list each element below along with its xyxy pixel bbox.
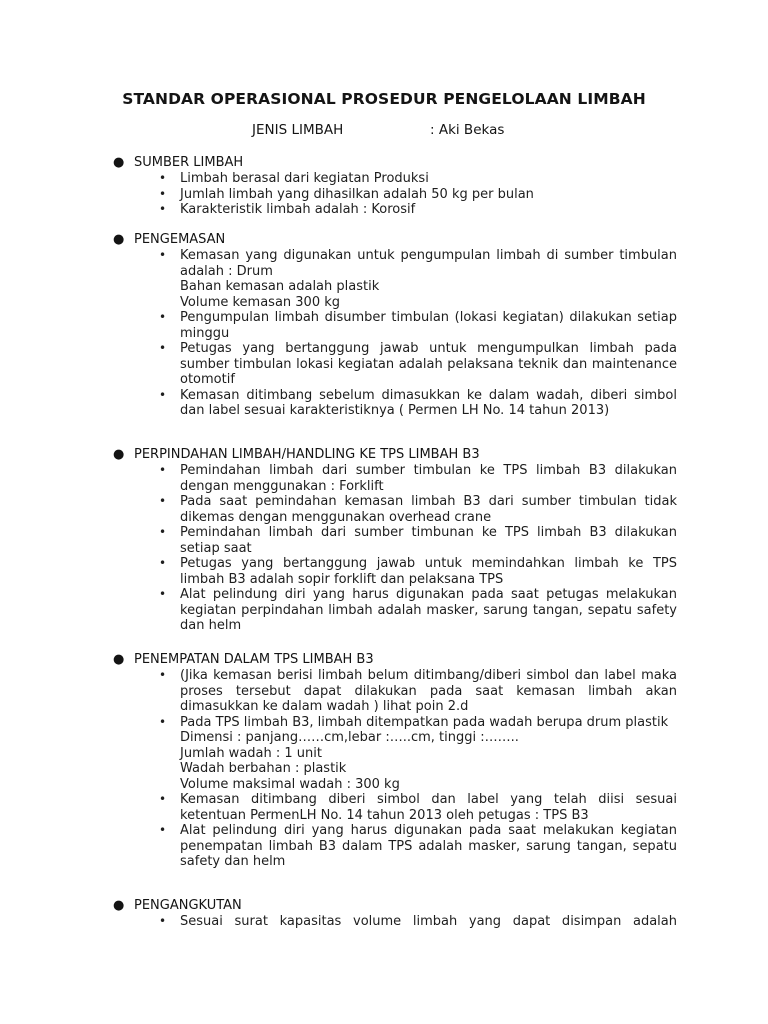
sub-bullet-icon: • [159,525,167,539]
list-item-text: Wadah berbahan : plastik [180,761,347,776]
section-pengangkutan [0,897,768,930]
list-item [159,914,677,930]
sub-bullet-icon: • [159,310,167,324]
bullet-icon: ● [113,155,125,170]
list-item [159,248,677,310]
list-item [159,556,677,587]
list-item-text: Dimensi : panjang……cm,lebar :…..cm, tinggi :…….. [180,730,519,745]
section-heading-label: PENGANGKUTAN [134,898,242,913]
list-item-text: Kemasan ditimbang diberi simbol dan label yang telah diisi sesuai ketentuan PermenLH No. 14 tahun 2013 oleh petugas : TPS B3 [180,792,677,823]
list-item-text: Alat pelindung diri yang harus digunakan pada saat petugas melakukan kegiatan perpindahan limbah adalah masker, sarung tangan, sepatu safety dan helm [180,587,677,633]
section-perpindahan-limbah [0,446,768,634]
section-sumber-limbah [0,154,768,218]
list-item-text: Karakteristik limbah adalah : Korosif [180,202,416,217]
list-item [159,714,677,793]
list-item [159,823,677,870]
section-heading-label: SUMBER LIMBAH [134,155,244,170]
list-item [159,668,677,715]
sub-bullet-icon: • [159,714,167,729]
section-penempatan-tps [0,651,768,870]
list-item [159,494,677,525]
bullet-icon: ● [113,898,125,913]
section-heading-label: PENGEMASAN [134,232,226,247]
sub-bullet-icon: • [159,792,167,806]
list-item-text: Sesuai surat kapasitas volume limbah yang dapat disimpan adalah [180,914,677,929]
list-item-text: Pada TPS limbah B3, limbah ditempatkan pada wadah berupa drum plastik [180,714,669,730]
sub-bullet-icon: • [159,823,167,837]
waste-type-label: JENIS LIMBAH [252,122,344,138]
sub-bullet-icon: • [159,587,167,601]
list-item-text: Jumlah limbah yang dihasilkan adalah 50 kg per bulan [180,186,534,202]
bullet-icon: ● [113,447,125,462]
list-item-text: Kemasan yang digunakan untuk pengumpulan limbah di sumber timbulan adalah : Drum [180,248,677,279]
section-heading-label: PENEMPATAN DALAM TPS LIMBAH B3 [134,652,374,667]
section-heading [0,154,768,171]
list-item-text: Jumlah wadah : 1 unit [180,745,322,761]
list-item [159,587,677,634]
list-item-text: Pada saat pemindahan kemasan limbah B3 dari sumber timbulan tidak dikemas dengan menggunakan overhead crane [180,494,677,525]
sub-bullet-icon: • [159,463,167,477]
list-item [159,525,677,556]
sub-bullet-icon: • [159,186,167,201]
section-heading-label: PERPINDAHAN LIMBAH/HANDLING KE TPS LIMBAH B3 [134,447,480,462]
list-item [159,310,677,341]
bullet-list [0,668,768,870]
list-item [159,202,677,218]
bullet-list [0,914,768,930]
section-heading [0,231,768,248]
list-item [159,171,677,187]
sub-bullet-icon: • [159,202,167,216]
list-item-text: Pengumpulan limbah disumber timbulan (lokasi kegiatan) dilakukan setiap minggu [180,310,677,341]
bullet-list [0,248,768,419]
list-item-text: Volume kemasan 300 kg [180,294,341,310]
list-item-text: Petugas yang bertanggung jawab untuk mengumpulkan limbah pada sumber timbulan lokasi kegiatan adalah pelaksana teknik dan maintenance otomotif [180,341,677,387]
sub-bullet-icon: • [159,171,167,185]
sub-bullet-icon: • [159,914,167,928]
list-item [159,792,677,823]
bullet-icon: ● [113,652,125,667]
section-heading [0,446,768,463]
sub-bullet-icon: • [159,248,167,262]
list-item-text: (Jika kemasan berisi limbah belum ditimbang/diberi simbol dan label maka proses tersebut dapat dilakukan pada saat kemasan limbah akan dimasukkan ke dalam wadah ) lihat poin 2.d [180,668,677,714]
list-item [159,186,677,203]
list-item-text: Kemasan ditimbang sebelum dimasukkan ke dalam wadah, diberi simbol dan label sesuai karakteristiknya ( Permen LH No. 14 tahun 2013) [180,387,677,418]
section-pengemasan [0,231,768,419]
sub-bullet-icon: • [159,668,167,682]
list-item-text: Petugas yang bertanggung jawab untuk memindahkan limbah ke TPS limbah B3 adalah sopir forklift dan pelaksana TPS [180,556,677,587]
sub-bullet-icon: • [159,387,167,402]
list-item [159,463,677,494]
bullet-list [0,171,768,218]
list-item [159,387,677,419]
bullet-list [0,463,768,634]
sub-bullet-icon: • [159,341,167,355]
section-heading [0,651,768,668]
list-item-text: Pemindahan limbah dari sumber timbulan ke TPS limbah B3 dilakukan dengan menggunakan : Forklift [180,463,677,494]
sub-bullet-icon: • [159,494,167,508]
list-item-text: Volume maksimal wadah : 300 kg [180,776,400,792]
list-item [159,341,677,388]
document-title: STANDAR OPERASIONAL PROSEDUR PENGELOLAAN LIMBAH [122,90,646,108]
section-heading [0,897,768,914]
list-item-text: Pemindahan limbah dari sumber timbunan ke TPS limbah B3 dilakukan setiap saat [180,525,677,556]
list-item-text: Limbah berasal dari kegiatan Produksi [180,171,429,186]
list-item-text: Bahan kemasan adalah plastik [180,279,380,294]
list-item-text: Alat pelindung diri yang harus digunakan pada saat melakukan kegiatan penempatan limbah B3 dalam TPS adalah masker, sarung tangan, sepatu safety dan helm [180,823,677,869]
sub-bullet-icon: • [159,556,167,570]
bullet-icon: ● [113,232,125,247]
waste-type-value: : Aki Bekas [430,122,505,138]
